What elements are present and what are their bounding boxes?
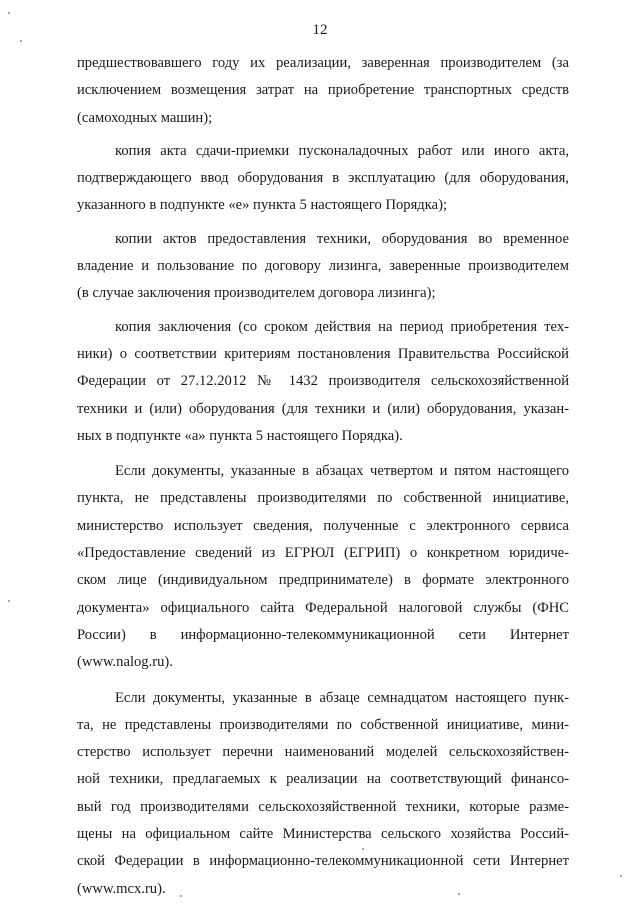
text-line: копии актов предоставления техники, оборудования во временное — [115, 230, 569, 247]
text-line: техники и (или) оборудования (для техники и (или) оборудования, указан- — [77, 400, 569, 417]
text-line: (www.nalog.ru). — [77, 654, 173, 671]
text-line: вый год производителями сельскохозяйственной техники, которые разме- — [77, 798, 569, 815]
text-line: копия акта сдачи-приемки пусконаладочных работ или иного акта, — [115, 142, 569, 159]
text-line: копия заключения (со сроком действия на период приобретения тех- — [115, 318, 569, 335]
text-line: пункта, не представлены производителями по собственной инициативе, — [77, 490, 569, 507]
text-line: ском лице (индивидуальном предпринимателе) в формате электронного — [77, 572, 569, 589]
text-line: ных в подпункте «а» пункта 5 настоящего Порядка). — [77, 427, 403, 444]
text-line: ники) о соответствии критериям постановления Правительства Российской — [77, 345, 569, 362]
text-line: щены на официальном сайте Министерства сельского хозяйства Россий- — [77, 826, 569, 843]
text-line: стерство использует перечни наименований моделей сельскохозяйствен- — [77, 744, 569, 761]
scan-speck — [8, 12, 10, 14]
paragraph-4 — [77, 314, 569, 450]
scan-speck — [20, 40, 22, 42]
paragraph-3 — [77, 226, 569, 308]
text-line: (самоходных машин); — [77, 109, 213, 126]
paragraph-1 — [77, 50, 569, 132]
text-line: (www.mcx.ru). — [77, 880, 166, 897]
text-line: ной техники, предлагаемых к реализации на соответствующий финансо- — [77, 771, 569, 788]
scan-speck — [180, 895, 182, 897]
text-line: (в случае заключения производителем договора лизинга); — [77, 285, 436, 302]
text-line: России) в информационно-телекоммуникационной сети Интернет — [77, 626, 569, 643]
text-line: исключением возмещения затрат на приобретение транспортных средств — [77, 82, 569, 99]
text-line: владение и пользование по договору лизинга, заверенные производителем — [77, 258, 569, 275]
text-line: подтверждающего ввод оборудования в эксплуатацию (для оборудования, — [77, 170, 569, 187]
page-number: 12 — [312, 22, 328, 38]
text-line: документа» официального сайта Федеральной налоговой службы (ФНС — [77, 599, 569, 616]
text-line: та, не представлены производителями по собственной инициативе, мини- — [77, 716, 569, 733]
text-line: Федерации от 27.12.2012 № 1432 производителя сельскохозяйственной — [77, 373, 569, 390]
text-line: Если документы, указанные в абзаце семнадцатом настоящего пунк- — [115, 689, 569, 706]
text-line: «Предоставление сведений из ЕГРЮЛ (ЕГРИП) о конкретном юридиче- — [77, 545, 569, 562]
text-line: указанного в подпункте «е» пункта 5 настоящего Порядка); — [77, 197, 447, 214]
text-line: предшествовавшего году их реализации, заверенная производителем (за — [77, 55, 569, 71]
paragraph-6 — [77, 685, 569, 903]
document-body — [77, 50, 569, 903]
paragraph-5 — [77, 458, 569, 676]
scan-speck — [8, 600, 10, 602]
text-line: Если документы, указанные в абзацах четвертом и пятом настоящего — [115, 463, 569, 480]
scan-speck — [362, 848, 364, 850]
text-line: ской Федерации в информационно-телекоммуникационной сети Интернет — [77, 853, 569, 870]
scan-speck — [620, 875, 622, 877]
scan-speck — [458, 893, 460, 895]
paragraph-2 — [77, 138, 569, 220]
text-line: министерство использует сведения, полученные с электронного сервиса — [77, 517, 569, 534]
